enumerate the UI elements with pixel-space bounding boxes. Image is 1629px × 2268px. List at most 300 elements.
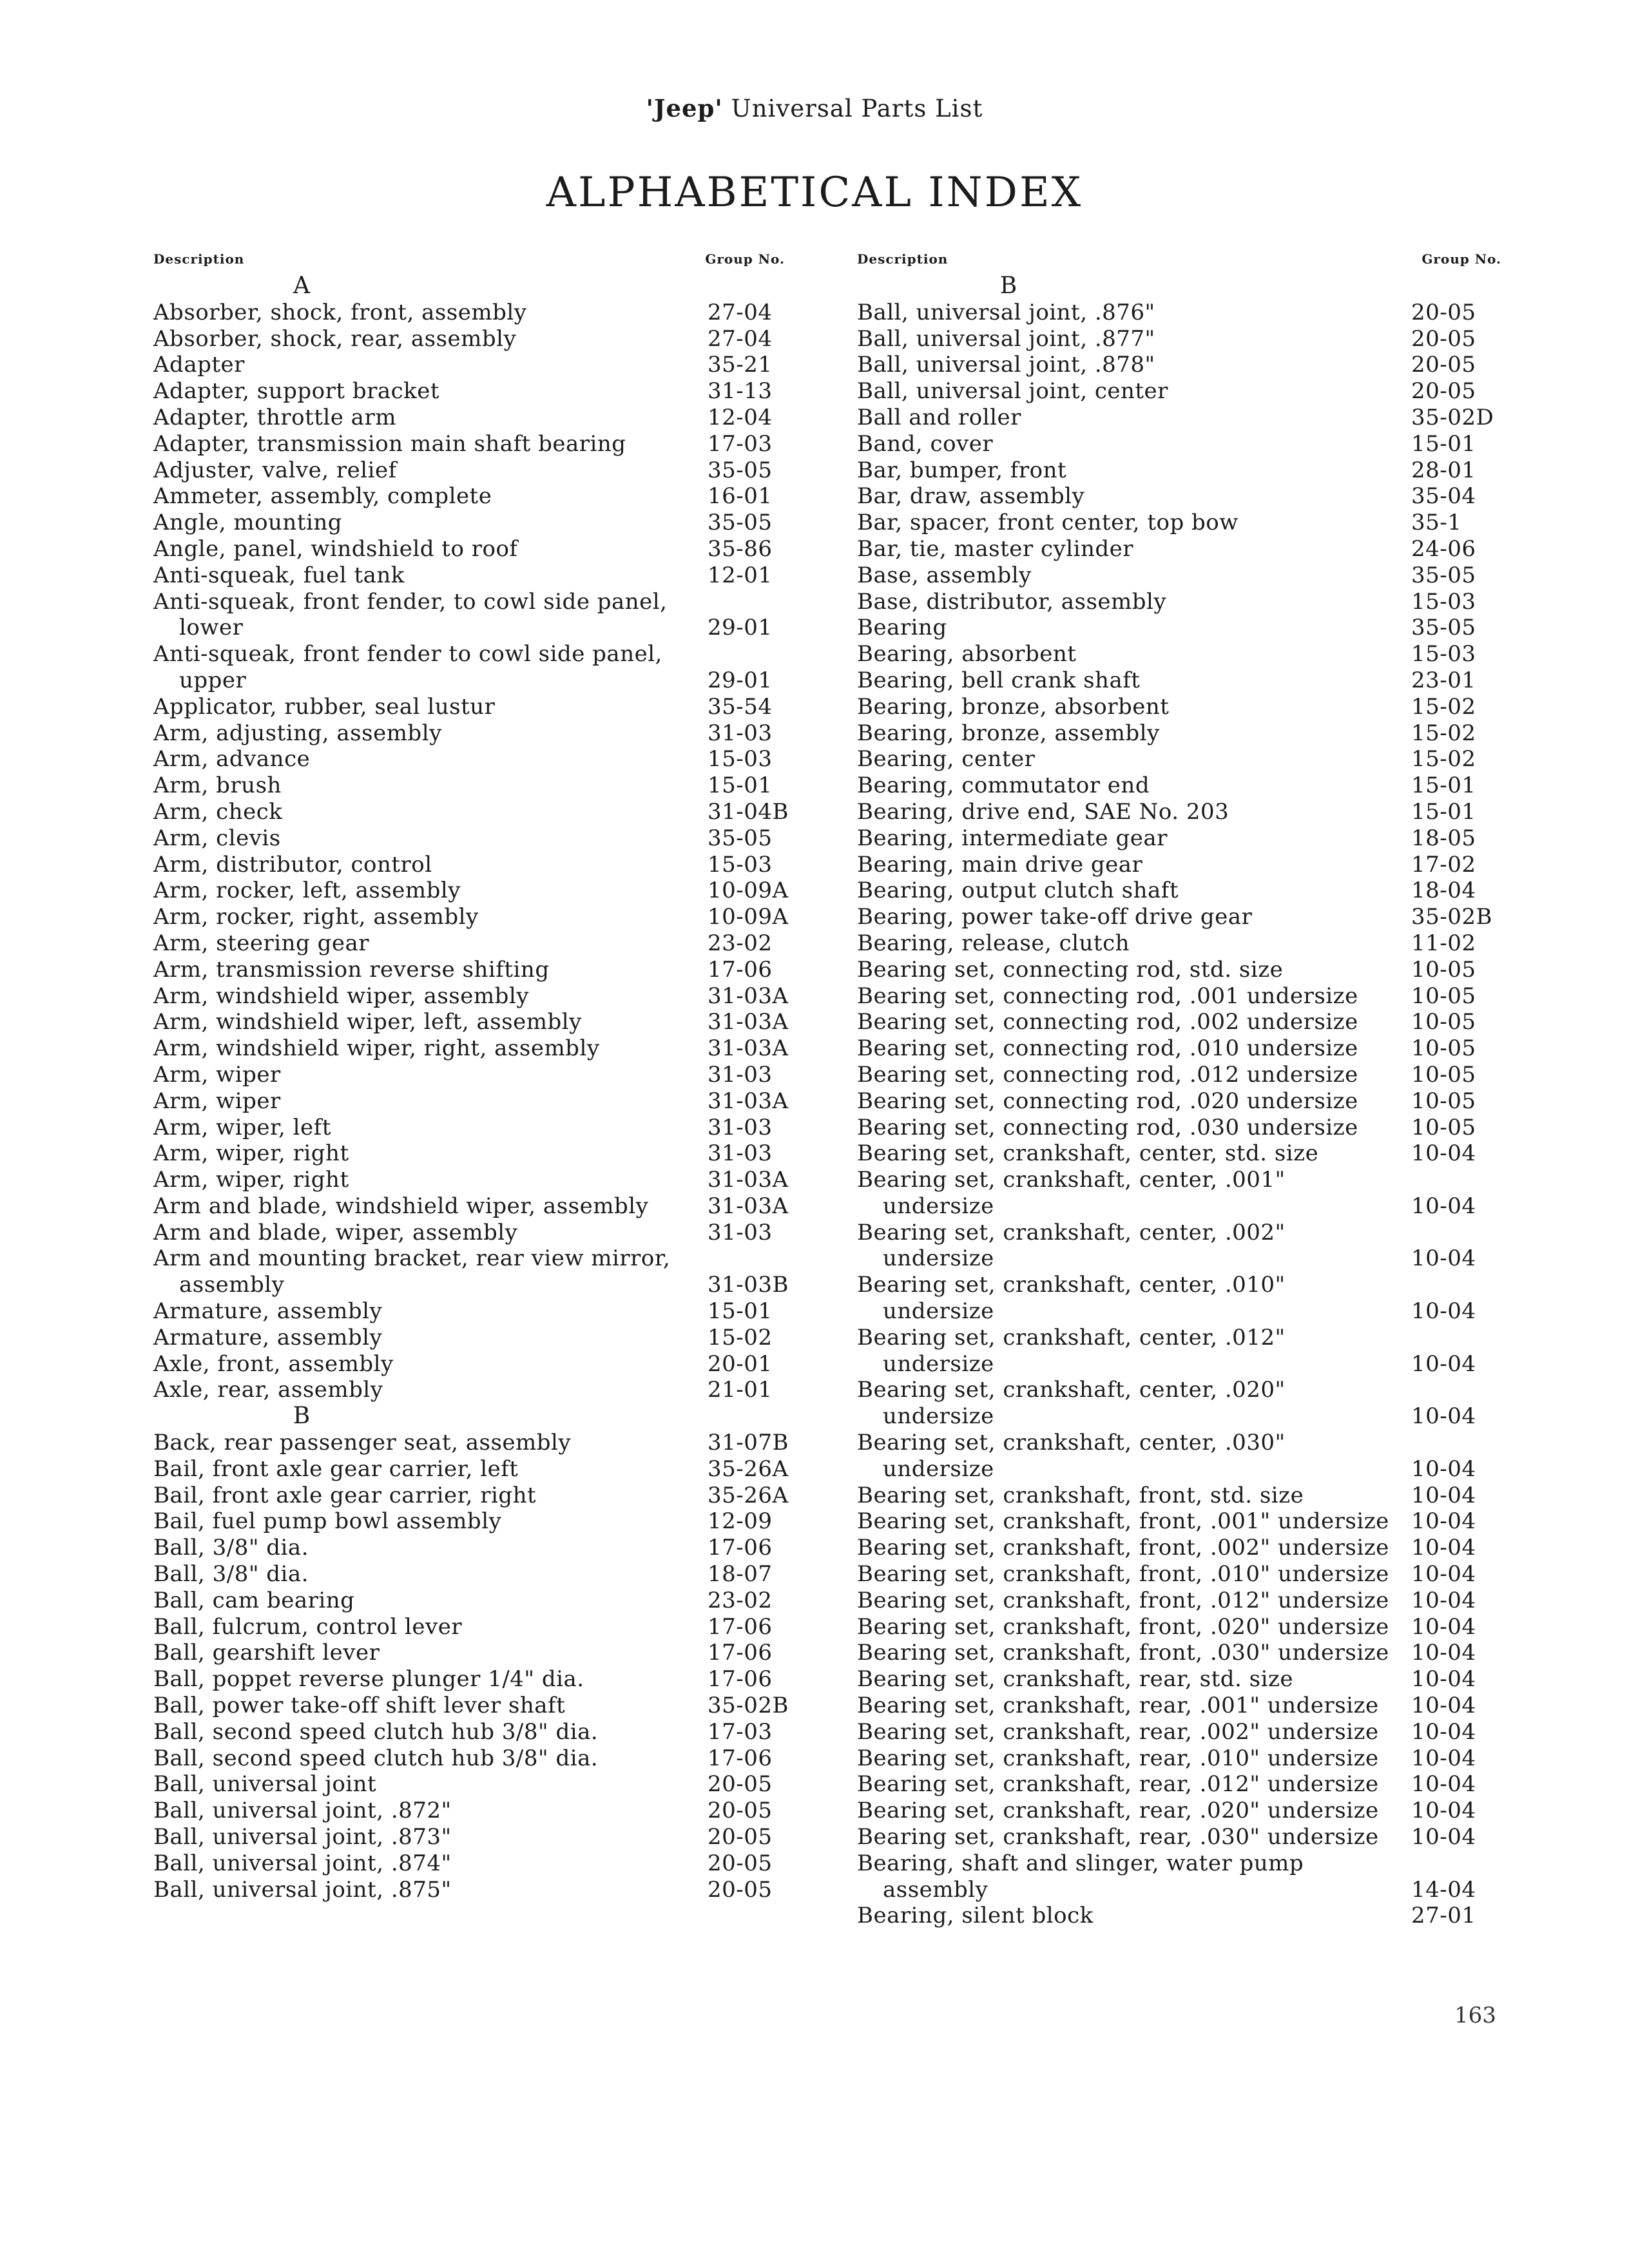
entry-description: Bearing, intermediate gear bbox=[857, 825, 1168, 851]
index-entry bbox=[857, 668, 1501, 694]
entry-group-number: 15-03 bbox=[708, 746, 773, 773]
section-letter-b-left: B bbox=[293, 1403, 311, 1430]
entry-description: Ball, cam bearing bbox=[153, 1587, 355, 1613]
entry-group-number: 10-04 bbox=[1411, 1245, 1476, 1272]
entry-description: Adapter, transmission main shaft bearing bbox=[153, 430, 626, 457]
entry-description: undersize bbox=[883, 1298, 994, 1325]
column-header-group: Group No. bbox=[1422, 251, 1501, 267]
index-entry bbox=[857, 930, 1501, 957]
entry-description: Bail, fuel pump bowl assembly bbox=[153, 1508, 502, 1535]
entry-description: undersize bbox=[883, 1245, 994, 1272]
entry-group-number: 12-01 bbox=[708, 562, 773, 588]
entry-description: Bearing set, crankshaft, center, std. size bbox=[857, 1140, 1319, 1167]
entry-description: lower bbox=[179, 615, 244, 641]
entry-group-number: 31-03 bbox=[708, 1061, 773, 1088]
entry-description: Bearing set, crankshaft, rear, .030" undersize bbox=[857, 1824, 1379, 1850]
entry-description: Arm, adjusting, assembly bbox=[153, 720, 442, 746]
entry-description: Arm, clevis bbox=[153, 825, 281, 851]
entry-group-number: 35-05 bbox=[708, 457, 773, 483]
entry-description: Arm, brush bbox=[153, 773, 282, 799]
entry-group-number: 35-21 bbox=[708, 352, 773, 378]
entry-description: Adapter, support bracket bbox=[153, 378, 440, 405]
running-head-text: Universal Parts List bbox=[722, 95, 983, 122]
index-entry bbox=[857, 1088, 1501, 1115]
index-entry bbox=[153, 1877, 798, 1903]
entry-group-number: 10-09A bbox=[708, 878, 789, 904]
entry-group-number: 17-03 bbox=[708, 1718, 773, 1745]
running-head-brand: 'Jeep' bbox=[646, 94, 723, 122]
column-header-description: Description bbox=[857, 251, 949, 267]
entry-description: Bar, bumper, front bbox=[857, 457, 1067, 483]
index-entry bbox=[153, 483, 798, 510]
entry-description: Bail, front axle gear carrier, right bbox=[153, 1482, 537, 1508]
entry-group-number: 31-03 bbox=[708, 1140, 773, 1167]
index-entry bbox=[857, 300, 1501, 326]
entry-description: Bearing set, crankshaft, front, .020" undersize bbox=[857, 1613, 1389, 1640]
entry-group-number: 31-03 bbox=[708, 720, 773, 746]
entry-description: Arm, advance bbox=[153, 746, 311, 773]
entry-description: Arm, wiper, right bbox=[153, 1140, 349, 1167]
entry-group-number: 15-01 bbox=[1411, 773, 1476, 799]
entry-group-number: 10-04 bbox=[1411, 1640, 1476, 1666]
entry-group-number: 15-02 bbox=[1411, 693, 1476, 720]
entry-group-number: 17-06 bbox=[708, 1666, 773, 1693]
index-entry bbox=[153, 773, 798, 799]
entry-description: Bar, spacer, front center, top bow bbox=[857, 510, 1239, 536]
index-entry bbox=[153, 1062, 798, 1088]
index-entry bbox=[857, 1272, 1501, 1298]
entry-group-number: 35-54 bbox=[708, 693, 773, 720]
entry-description: undersize bbox=[883, 1456, 994, 1482]
index-entry bbox=[153, 1035, 798, 1062]
entry-group-number: 10-04 bbox=[1411, 1745, 1476, 1771]
entry-group-number: 20-05 bbox=[708, 1798, 773, 1824]
entry-group-number: 31-04B bbox=[708, 798, 789, 825]
entry-group-number: 15-03 bbox=[1411, 641, 1476, 668]
index-entry bbox=[153, 1325, 798, 1351]
index-entry bbox=[857, 1903, 1501, 1929]
index-entry bbox=[857, 1771, 1501, 1798]
entry-description: Applicator, rubber, seal lustur bbox=[153, 693, 496, 720]
entry-group-number: 35-05 bbox=[708, 825, 773, 851]
index-entry bbox=[857, 326, 1501, 352]
index-entry bbox=[857, 904, 1501, 930]
entry-group-number: 35-05 bbox=[1411, 562, 1476, 588]
entry-description: Armature, assembly bbox=[153, 1324, 383, 1350]
index-entry bbox=[153, 1798, 798, 1824]
entry-description: undersize bbox=[883, 1350, 994, 1377]
entry-description: Bearing, center bbox=[857, 746, 1036, 773]
entry-description: Bearing set, crankshaft, rear, .012" undersize bbox=[857, 1771, 1379, 1798]
index-entry bbox=[153, 957, 798, 983]
index-entry bbox=[857, 483, 1501, 510]
entry-group-number: 20-05 bbox=[1411, 325, 1476, 352]
entry-group-number: 27-04 bbox=[708, 299, 773, 325]
column-header-description: Description bbox=[153, 251, 245, 267]
entry-group-number: 17-06 bbox=[708, 1745, 773, 1771]
entry-group-number: 27-01 bbox=[1411, 1903, 1476, 1929]
index-entry bbox=[857, 1298, 1501, 1325]
index-entry bbox=[857, 405, 1501, 431]
index-entry bbox=[857, 746, 1501, 773]
entry-description: Arm and mounting bracket, rear view mirror, bbox=[153, 1245, 671, 1272]
index-entry bbox=[153, 825, 798, 852]
index-entry bbox=[857, 1325, 1501, 1351]
entry-group-number: 20-05 bbox=[708, 1876, 773, 1903]
index-entry bbox=[153, 930, 798, 957]
entry-group-number: 35-26A bbox=[708, 1482, 789, 1508]
entry-description: Ball, second speed clutch hub 3/8" dia. bbox=[153, 1718, 599, 1745]
index-entry bbox=[857, 1850, 1501, 1877]
index-entry bbox=[153, 1771, 798, 1798]
column-header-left bbox=[153, 245, 798, 273]
index-entry bbox=[857, 825, 1501, 852]
index-entry bbox=[857, 983, 1501, 1010]
entry-group-number: 20-05 bbox=[708, 1850, 773, 1876]
index-entry bbox=[857, 1719, 1501, 1745]
entry-group-number: 31-13 bbox=[708, 378, 773, 405]
entry-group-number: 15-02 bbox=[708, 1324, 773, 1350]
entry-description: Arm, wiper, right bbox=[153, 1167, 349, 1193]
entry-group-number: 31-03 bbox=[708, 1219, 773, 1245]
entry-group-number: 10-04 bbox=[1411, 1666, 1476, 1693]
entry-description: Bearing, bronze, absorbent bbox=[857, 693, 1170, 720]
index-entry bbox=[857, 1535, 1501, 1561]
index-entry bbox=[857, 378, 1501, 405]
entry-description: Absorber, shock, front, assembly bbox=[153, 299, 527, 325]
entry-description: Arm, wiper bbox=[153, 1088, 281, 1114]
entry-group-number: 15-02 bbox=[1411, 720, 1476, 746]
section-letter-a: A bbox=[293, 273, 310, 299]
page-number: 163 bbox=[1454, 2003, 1496, 2028]
entry-description: Bearing, absorbent bbox=[857, 641, 1077, 668]
index-entry bbox=[857, 1456, 1501, 1483]
running-head bbox=[0, 94, 1629, 122]
entry-group-number: 31-03A bbox=[708, 1035, 789, 1062]
index-entry bbox=[857, 1614, 1501, 1640]
index-entry bbox=[857, 1115, 1501, 1141]
entry-group-number: 17-06 bbox=[708, 1535, 773, 1561]
entry-group-number: 24-06 bbox=[1411, 535, 1476, 562]
index-entry bbox=[857, 1430, 1501, 1456]
index-entry bbox=[857, 1377, 1501, 1403]
entry-group-number: 20-05 bbox=[1411, 378, 1476, 405]
entry-group-number: 28-01 bbox=[1411, 457, 1476, 483]
index-entry bbox=[857, 1140, 1501, 1167]
entry-group-number: 31-03A bbox=[708, 1193, 789, 1219]
entry-group-number: 15-01 bbox=[708, 773, 773, 799]
entry-group-number: 20-05 bbox=[708, 1771, 773, 1798]
index-entry bbox=[153, 983, 798, 1010]
index-entry bbox=[857, 799, 1501, 825]
index-entry bbox=[857, 1588, 1501, 1614]
entry-group-number: 35-26A bbox=[708, 1456, 789, 1482]
entry-description: Angle, panel, windshield to roof bbox=[153, 535, 518, 562]
index-entry bbox=[857, 1193, 1501, 1220]
entry-description: Bearing set, crankshaft, front, std. size bbox=[857, 1482, 1304, 1508]
entry-description: Arm and blade, windshield wiper, assembly bbox=[153, 1193, 649, 1219]
index-entry bbox=[857, 1666, 1501, 1693]
index-entry bbox=[857, 1508, 1501, 1535]
entry-group-number: 10-05 bbox=[1411, 983, 1476, 1009]
entry-group-number: 20-05 bbox=[1411, 352, 1476, 378]
entry-description: Bearing set, crankshaft, rear, std. size bbox=[857, 1666, 1293, 1693]
entry-group-number: 35-02B bbox=[1411, 904, 1493, 930]
entry-group-number: 10-05 bbox=[1411, 1114, 1476, 1140]
entry-description: Bearing, silent block bbox=[857, 1903, 1094, 1929]
entry-description: Ball, poppet reverse plunger 1/4" dia. bbox=[153, 1666, 584, 1693]
entry-description: Arm, wiper bbox=[153, 1061, 281, 1088]
entry-group-number: 35-02B bbox=[708, 1693, 789, 1719]
entry-description: Adapter, throttle arm bbox=[153, 404, 396, 430]
index-entry bbox=[153, 405, 798, 431]
entry-description: Arm, wiper, left bbox=[153, 1114, 331, 1140]
entry-description: Bearing set, crankshaft, rear, .002" undersize bbox=[857, 1718, 1379, 1745]
entry-description: Bearing, bronze, assembly bbox=[857, 720, 1160, 746]
index-entry bbox=[153, 694, 798, 720]
entry-group-number: 35-86 bbox=[708, 535, 773, 562]
index-entry bbox=[857, 694, 1501, 720]
entry-description: Arm, check bbox=[153, 798, 283, 825]
entry-group-number: 35-05 bbox=[708, 510, 773, 536]
entry-description: Arm, distributor, control bbox=[153, 851, 432, 878]
entry-description: Bearing set, connecting rod, .030 undersize bbox=[857, 1114, 1358, 1140]
index-entry bbox=[153, 1456, 798, 1483]
entry-description: Bearing set, crankshaft, rear, .020" undersize bbox=[857, 1798, 1379, 1824]
entry-description: Arm, transmission reverse shifting bbox=[153, 956, 550, 983]
index-entry bbox=[153, 326, 798, 352]
entry-group-number: 18-05 bbox=[1411, 825, 1476, 851]
index-entry bbox=[153, 1167, 798, 1193]
index-entry bbox=[153, 1272, 798, 1298]
index-entry bbox=[857, 536, 1501, 562]
entry-description: undersize bbox=[883, 1403, 994, 1430]
index-entry bbox=[153, 1588, 798, 1614]
entry-group-number: 17-06 bbox=[708, 1613, 773, 1640]
page-title: ALPHABETICAL INDEX bbox=[546, 169, 1083, 216]
entry-description: Adjuster, valve, relief bbox=[153, 457, 397, 483]
entry-description: Angle, mounting bbox=[153, 510, 343, 536]
entry-description: Axle, rear, assembly bbox=[153, 1377, 383, 1403]
entry-group-number: 10-04 bbox=[1411, 1298, 1476, 1325]
index-entry bbox=[857, 589, 1501, 615]
index-entry bbox=[153, 1220, 798, 1246]
entry-description: Bail, front axle gear carrier, left bbox=[153, 1456, 519, 1482]
entry-group-number: 31-03A bbox=[708, 1167, 789, 1193]
index-entry bbox=[153, 1614, 798, 1640]
entry-description: Bearing set, crankshaft, center, .030" bbox=[857, 1430, 1286, 1456]
entry-description: Bearing, bell crank shaft bbox=[857, 667, 1141, 693]
entry-description: Base, distributor, assembly bbox=[857, 588, 1167, 615]
entry-group-number: 10-04 bbox=[1411, 1508, 1476, 1535]
entry-description: Ammeter, assembly, complete bbox=[153, 483, 492, 510]
entry-description: Bearing, drive end, SAE No. 203 bbox=[857, 798, 1229, 825]
index-entry bbox=[153, 720, 798, 747]
column-header-right bbox=[857, 245, 1501, 273]
entry-description: Bearing set, crankshaft, center, .012" bbox=[857, 1324, 1286, 1350]
index-entry bbox=[153, 1745, 798, 1772]
entry-group-number: 10-04 bbox=[1411, 1718, 1476, 1745]
entry-description: Bearing set, crankshaft, front, .010" undersize bbox=[857, 1561, 1389, 1588]
entry-description: Armature, assembly bbox=[153, 1298, 383, 1325]
entry-description: Bar, draw, assembly bbox=[857, 483, 1085, 510]
entry-group-number: 10-09A bbox=[708, 904, 789, 930]
entry-group-number: 17-02 bbox=[1411, 851, 1476, 878]
entry-description: Ball, universal joint bbox=[153, 1771, 377, 1798]
entry-description: Ball and roller bbox=[857, 404, 1021, 430]
entry-group-number: 10-04 bbox=[1411, 1403, 1476, 1430]
entry-group-number: 10-04 bbox=[1411, 1561, 1476, 1588]
entry-description: Ball, universal joint, .873" bbox=[153, 1824, 452, 1850]
index-entry bbox=[153, 1009, 798, 1035]
entry-description: Ball, power take-off shift lever shaft bbox=[153, 1693, 566, 1719]
entry-description: Bearing set, connecting rod, .002 undersize bbox=[857, 1009, 1358, 1035]
entry-group-number: 17-06 bbox=[708, 1640, 773, 1666]
index-list-left-a bbox=[153, 300, 798, 1403]
entry-group-number: 14-04 bbox=[1411, 1876, 1476, 1903]
index-entry bbox=[857, 773, 1501, 799]
entry-group-number: 27-04 bbox=[708, 325, 773, 352]
entry-description: Bearing set, crankshaft, front, .002" undersize bbox=[857, 1535, 1389, 1561]
entry-description: Bearing, commutator end bbox=[857, 773, 1150, 799]
entry-group-number: 10-05 bbox=[1411, 956, 1476, 983]
index-entry bbox=[857, 1877, 1501, 1903]
entry-description: Bearing, main drive gear bbox=[857, 851, 1143, 878]
index-entry bbox=[153, 904, 798, 930]
entry-description: Ball, universal joint, .875" bbox=[153, 1876, 452, 1903]
index-entry bbox=[153, 457, 798, 484]
entry-group-number: 16-01 bbox=[708, 483, 773, 510]
entry-description: Bearing set, crankshaft, rear, .001" undersize bbox=[857, 1693, 1379, 1719]
entry-description: Adapter bbox=[153, 352, 245, 378]
entry-group-number: 11-02 bbox=[1411, 930, 1476, 956]
entry-group-number: 10-04 bbox=[1411, 1193, 1476, 1219]
index-entry bbox=[857, 1693, 1501, 1719]
index-entry bbox=[153, 1140, 798, 1167]
entry-group-number: 10-05 bbox=[1411, 1088, 1476, 1114]
index-entry bbox=[153, 1245, 798, 1272]
index-entry bbox=[857, 1062, 1501, 1088]
entry-group-number: 15-02 bbox=[1411, 746, 1476, 773]
entry-description: Ball, universal joint, center bbox=[857, 378, 1168, 405]
index-entry bbox=[153, 1561, 798, 1588]
entry-description: Back, rear passenger seat, assembly bbox=[153, 1430, 572, 1456]
index-entry bbox=[153, 1088, 798, 1115]
entry-description: Bearing set, crankshaft, front, .030" undersize bbox=[857, 1640, 1389, 1666]
entry-group-number: 31-03A bbox=[708, 1088, 789, 1114]
index-entry bbox=[857, 1167, 1501, 1193]
entry-group-number: 10-05 bbox=[1411, 1061, 1476, 1088]
entry-group-number: 29-01 bbox=[708, 615, 773, 641]
index-entry bbox=[857, 1351, 1501, 1378]
entry-description: Bearing bbox=[857, 615, 947, 641]
entry-description: Anti-squeak, front fender, to cowl side panel, bbox=[153, 588, 668, 615]
entry-description: Bearing set, crankshaft, rear, .010" undersize bbox=[857, 1745, 1379, 1771]
entry-group-number: 12-09 bbox=[708, 1508, 773, 1535]
entry-group-number: 10-04 bbox=[1411, 1798, 1476, 1824]
entry-group-number: 23-02 bbox=[708, 1587, 773, 1613]
entry-description: Bearing, output clutch shaft bbox=[857, 878, 1179, 904]
index-entry bbox=[857, 562, 1501, 589]
entry-group-number: 10-04 bbox=[1411, 1693, 1476, 1719]
column-header-group: Group No. bbox=[705, 251, 785, 267]
index-entry bbox=[153, 378, 798, 405]
index-entry bbox=[857, 720, 1501, 747]
entry-group-number: 31-03 bbox=[708, 1114, 773, 1140]
entry-description: Ball, universal joint, .872" bbox=[153, 1798, 452, 1824]
index-entry bbox=[857, 1483, 1501, 1509]
index-entry bbox=[153, 1115, 798, 1141]
index-entry bbox=[857, 1245, 1501, 1272]
entry-description: Arm, windshield wiper, left, assembly bbox=[153, 1009, 582, 1035]
entry-group-number: 15-01 bbox=[708, 1298, 773, 1325]
entry-description: Arm, windshield wiper, right, assembly bbox=[153, 1035, 600, 1062]
index-entry bbox=[857, 1640, 1501, 1666]
index-entry bbox=[153, 799, 798, 825]
entry-description: Ball, fulcrum, control lever bbox=[153, 1613, 463, 1640]
entry-description: Arm, rocker, right, assembly bbox=[153, 904, 479, 930]
index-entry bbox=[857, 431, 1501, 457]
entry-group-number: 20-01 bbox=[708, 1350, 773, 1377]
entry-description: Bearing set, crankshaft, center, .010" bbox=[857, 1272, 1286, 1298]
entry-description: Absorber, shock, rear, assembly bbox=[153, 325, 517, 352]
index-entry bbox=[153, 352, 798, 378]
entry-group-number: 35-1 bbox=[1411, 510, 1462, 536]
index-entry bbox=[153, 1193, 798, 1220]
index-entry bbox=[153, 589, 798, 615]
entry-description: Ball, universal joint, .874" bbox=[153, 1850, 452, 1876]
entry-description: Bearing set, connecting rod, .012 undersize bbox=[857, 1061, 1358, 1088]
entry-group-number: 10-04 bbox=[1411, 1535, 1476, 1561]
entry-description: Bearing set, crankshaft, front, .012" undersize bbox=[857, 1587, 1389, 1613]
entry-description: Bearing set, crankshaft, center, .020" bbox=[857, 1377, 1286, 1403]
index-entry bbox=[153, 641, 798, 668]
index-entry bbox=[153, 1666, 798, 1693]
entry-description: Ball, 3/8" dia. bbox=[153, 1535, 309, 1561]
index-entry bbox=[153, 562, 798, 589]
entry-description: Ball, 3/8" dia. bbox=[153, 1561, 309, 1588]
entry-description: Bearing, shaft and slinger, water pump bbox=[857, 1850, 1304, 1876]
entry-group-number: 17-06 bbox=[708, 956, 773, 983]
index-entry bbox=[153, 1298, 798, 1325]
index-entry bbox=[153, 1850, 798, 1877]
entry-group-number: 18-04 bbox=[1411, 878, 1476, 904]
index-column-left bbox=[153, 245, 798, 1903]
entry-group-number: 35-04 bbox=[1411, 483, 1476, 510]
index-entry bbox=[857, 1824, 1501, 1850]
entry-description: Band, cover bbox=[857, 430, 994, 457]
entry-group-number: 31-07B bbox=[708, 1430, 789, 1456]
entry-group-number: 10-05 bbox=[1411, 1009, 1476, 1035]
entry-description: Arm, rocker, left, assembly bbox=[153, 878, 461, 904]
entry-description: Bearing set, crankshaft, center, .001" bbox=[857, 1167, 1286, 1193]
entry-description: Ball, second speed clutch hub 3/8" dia. bbox=[153, 1745, 599, 1771]
entry-description: Anti-squeak, front fender to cowl side panel, bbox=[153, 641, 662, 668]
index-entry bbox=[153, 852, 798, 878]
index-entry bbox=[153, 431, 798, 457]
index-entry bbox=[153, 1377, 798, 1403]
index-entry bbox=[153, 1824, 798, 1850]
entry-group-number: 21-01 bbox=[708, 1377, 773, 1403]
entry-description: Bearing, power take-off drive gear bbox=[857, 904, 1253, 930]
entry-group-number: 20-05 bbox=[708, 1824, 773, 1850]
entry-group-number: 10-05 bbox=[1411, 1035, 1476, 1062]
entry-description: Axle, front, assembly bbox=[153, 1350, 394, 1377]
entry-description: Ball, universal joint, .877" bbox=[857, 325, 1155, 352]
index-entry bbox=[153, 1430, 798, 1456]
entry-description: Bearing set, connecting rod, .020 undersize bbox=[857, 1088, 1358, 1114]
entry-group-number: 23-01 bbox=[1411, 667, 1476, 693]
